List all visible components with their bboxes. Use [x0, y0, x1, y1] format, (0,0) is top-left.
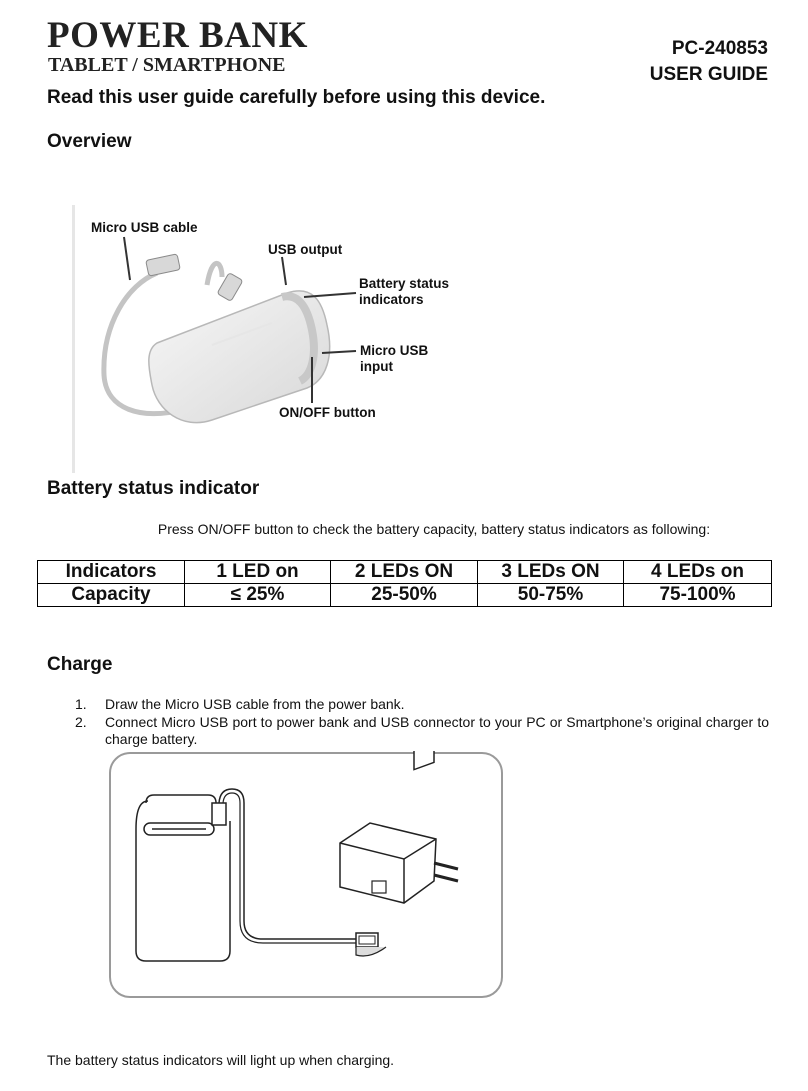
- intro-text: Read this user guide carefully before using this device.: [47, 87, 546, 108]
- callout-micro-usb-cable: Micro USB cable: [91, 220, 198, 235]
- callout-usb-output: USB output: [268, 242, 343, 257]
- footer-note: The battery status indicators will light up when charging.: [47, 1052, 395, 1068]
- callout-micro-usb-input-line2: input: [360, 359, 393, 374]
- table-cell: 25-50%: [331, 584, 478, 607]
- overview-heading: Overview: [47, 131, 132, 152]
- model-number: PC-240853: [671, 38, 768, 59]
- table-cell: 1 LED on: [185, 561, 331, 584]
- battery-heading: Battery status indicator: [47, 478, 260, 499]
- table-cell: 2 LEDs ON: [331, 561, 478, 584]
- step-number: 1.: [75, 696, 87, 712]
- charging-illustration: [108, 751, 504, 999]
- step-text: Connect Micro USB port to power bank and USB connector to your PC or Smartphone’s original charger to charge battery.: [105, 714, 769, 747]
- charge-heading: Charge: [47, 654, 113, 675]
- table-cell: ≤ 25%: [185, 584, 331, 607]
- step-text: Draw the Micro USB cable from the power bank.: [105, 696, 405, 712]
- table-row: [38, 584, 772, 607]
- battery-instruction: Press ON/OFF button to check the battery capacity, battery status indicators as following:: [157, 521, 711, 537]
- brand-title: POWER BANK: [47, 15, 308, 56]
- callout-on-off-button: ON/OFF button: [279, 405, 376, 420]
- table-row-label: Indicators: [38, 561, 185, 584]
- charge-steps: [75, 696, 769, 749]
- table-cell: 3 LEDs ON: [478, 561, 624, 584]
- callout-battery-status-line1: Battery status: [359, 276, 450, 291]
- table-cell: 50-75%: [478, 584, 624, 607]
- callout-battery-status-line2: indicators: [359, 292, 424, 307]
- table-cell: 75-100%: [624, 584, 772, 607]
- list-item: [75, 696, 769, 713]
- step-number: 2.: [75, 714, 87, 730]
- indicator-table: [37, 560, 772, 607]
- table-row: [38, 561, 772, 584]
- table-cell: 4 LEDs on: [624, 561, 772, 584]
- callout-micro-usb-input-line1: Micro USB: [360, 343, 429, 358]
- document-type: USER GUIDE: [649, 64, 768, 85]
- brand-subtitle: TABLET / SMARTPHONE: [48, 54, 286, 76]
- power-bank-photo: [72, 205, 402, 475]
- list-item: [75, 714, 769, 748]
- table-row-label: Capacity: [38, 584, 185, 607]
